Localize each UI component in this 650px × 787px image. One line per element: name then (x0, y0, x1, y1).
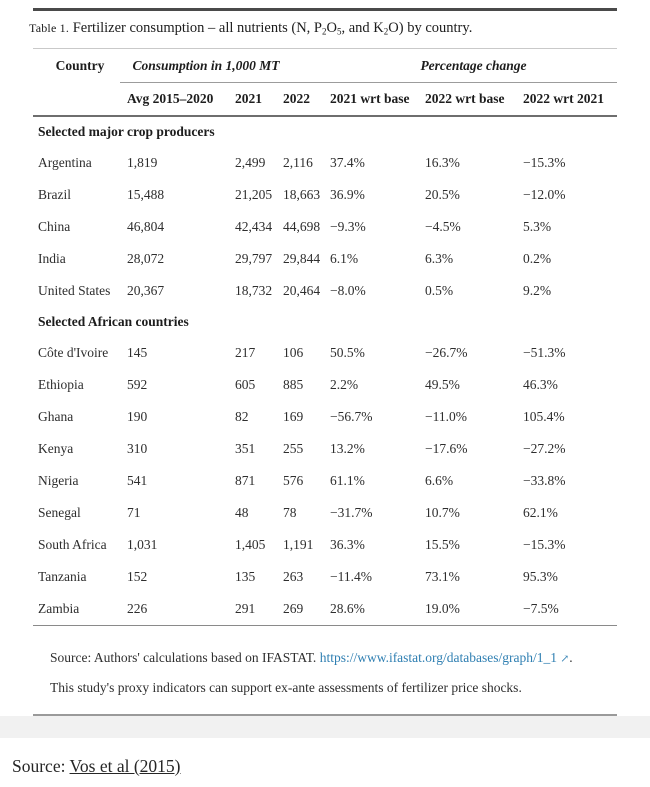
value-cell: −7.5% (523, 600, 559, 616)
country-cell: Côte d'Ivoire (38, 344, 109, 360)
value-cell: 605 (235, 376, 256, 392)
study-note: This study's proxy indicators can support ex-ante assessments of fertilizer price shocks. (50, 679, 522, 695)
value-cell: 226 (127, 600, 148, 616)
value-cell: 291 (235, 600, 256, 616)
table-card (29, 8, 617, 716)
value-cell: 19.0% (425, 600, 460, 616)
country-cell: Zambia (38, 600, 80, 616)
value-cell: 82 (235, 408, 249, 424)
value-cell: 42,434 (235, 218, 273, 234)
table-row (33, 561, 617, 593)
source-note (50, 650, 617, 668)
figure-bottom-band (0, 716, 650, 738)
table-row (33, 243, 617, 275)
value-cell: 36.9% (330, 186, 365, 202)
column-header-2021-wrt-base: 2021 wrt base (330, 90, 410, 106)
country-cell: Kenya (38, 440, 74, 456)
value-cell: 2.2% (330, 376, 359, 392)
value-cell: 61.1% (330, 472, 365, 488)
value-cell: −11.4% (330, 568, 372, 584)
table-row (33, 211, 617, 243)
table-title-text: Fertilizer consumption – all nutrients (N, $P_2O_5$, and $K_2O$) by country. (69, 20, 473, 37)
table-row (33, 401, 617, 433)
value-cell: 190 (127, 408, 148, 424)
column-header-2021: 2021 (235, 90, 262, 106)
value-cell: 13.2% (330, 440, 365, 456)
country-cell: Argentina (38, 154, 92, 170)
value-cell: 1,191 (283, 536, 314, 552)
value-cell: 21,205 (235, 186, 273, 202)
country-cell: Nigeria (38, 472, 79, 488)
value-cell: 10.7% (425, 504, 460, 520)
column-header-2022-wrt-2021: 2022 wrt 2021 (523, 90, 604, 106)
country-cell: Tanzania (38, 568, 87, 584)
value-cell: −9.3% (330, 218, 366, 234)
value-cell: 9.2% (523, 282, 552, 298)
table-row (33, 529, 617, 561)
country-cell: United States (38, 282, 111, 298)
country-cell: China (38, 218, 71, 234)
value-cell: 1,819 (127, 154, 158, 170)
value-cell: 1,405 (235, 536, 266, 552)
value-cell: 15.5% (425, 536, 460, 552)
value-cell: 0.5% (425, 282, 454, 298)
value-cell: −15.3% (523, 536, 566, 552)
country-cell: South Africa (38, 536, 107, 552)
value-cell: −12.0% (523, 186, 566, 202)
value-cell: 5.3% (523, 218, 552, 234)
value-cell: 0.2% (523, 250, 552, 266)
table-row (33, 497, 617, 529)
table-row (33, 433, 617, 465)
value-cell: 18,663 (283, 186, 321, 202)
value-cell: 592 (127, 376, 148, 392)
value-cell: 46,804 (127, 218, 165, 234)
value-cell: 217 (235, 344, 256, 360)
value-cell: 255 (283, 440, 304, 456)
table-row (33, 275, 617, 307)
value-cell: 6.6% (425, 472, 454, 488)
external-link-icon: ↗ (560, 653, 570, 665)
value-cell: 20,367 (127, 282, 165, 298)
value-cell: 20.5% (425, 186, 460, 202)
value-cell: 95.3% (523, 568, 558, 584)
value-cell: −51.3% (523, 344, 566, 360)
value-cell: −11.0% (425, 408, 467, 424)
value-cell: 269 (283, 600, 304, 616)
value-cell: 73.1% (425, 568, 460, 584)
value-cell: 885 (283, 376, 304, 392)
value-cell: 106 (283, 344, 304, 360)
value-cell: 135 (235, 568, 256, 584)
table-title-prefix: Table 1. (29, 21, 70, 35)
value-cell: −4.5% (425, 218, 461, 234)
source-note-text: Source: Authors' calculations based on IFASTAT. (50, 649, 320, 665)
value-cell: 62.1% (523, 504, 558, 520)
value-cell: 145 (127, 344, 148, 360)
value-cell: 871 (235, 472, 256, 488)
table-row (33, 179, 617, 211)
vos-link[interactable]: Vos et al (2015) (69, 755, 181, 776)
table-header-groups (33, 49, 617, 83)
table-title (29, 11, 617, 49)
country-cell: Ghana (38, 408, 74, 424)
value-cell: 46.3% (523, 376, 558, 392)
page-caption (12, 756, 650, 777)
value-cell: −27.2% (523, 440, 566, 456)
country-cell: Brazil (38, 186, 71, 202)
value-cell: 152 (127, 568, 148, 584)
value-cell: 29,797 (235, 250, 273, 266)
value-cell: 105.4% (523, 408, 565, 424)
value-cell: −8.0% (330, 282, 366, 298)
table-row (33, 593, 617, 625)
column-header-avg-2015-2020: Avg 2015–2020 (127, 90, 214, 106)
value-cell: 6.3% (425, 250, 454, 266)
table-notes (33, 626, 617, 714)
value-cell: 29,844 (283, 250, 321, 266)
consumption-group-header: Consumption in 1,000 MT (132, 57, 280, 73)
country-cell: Ethiopia (38, 376, 84, 392)
table-row (33, 465, 617, 497)
table-row (33, 147, 617, 179)
value-cell: 49.5% (425, 376, 460, 392)
value-cell: 16.3% (425, 154, 460, 170)
section-header-row: Selected African countries (38, 313, 189, 329)
table-header-columns (33, 83, 617, 117)
value-cell: 37.4% (330, 154, 365, 170)
value-cell: 71 (127, 504, 141, 520)
value-cell: −15.3% (523, 154, 566, 170)
value-cell: 28.6% (330, 600, 365, 616)
value-cell: 263 (283, 568, 304, 584)
percentage-group-header: Percentage change (420, 57, 527, 73)
value-cell: 36.3% (330, 536, 365, 552)
column-header-2022-wrt-base: 2022 wrt base (425, 90, 505, 106)
value-cell: −17.6% (425, 440, 468, 456)
value-cell: 2,116 (283, 154, 313, 170)
value-cell: 15,488 (127, 186, 165, 202)
ifastat-link[interactable]: https://www.ifastat.org/databases/graph/1_1 ↗ (319, 649, 570, 665)
country-column-header: Country (55, 57, 105, 73)
value-cell: 28,072 (127, 250, 165, 266)
value-cell: 48 (235, 504, 249, 520)
value-cell: 310 (127, 440, 148, 456)
value-cell: 351 (235, 440, 256, 456)
value-cell: −56.7% (330, 408, 373, 424)
value-cell: 20,464 (283, 282, 321, 298)
country-cell: Senegal (38, 504, 81, 520)
value-cell: −26.7% (425, 344, 468, 360)
source-note-period: . (569, 649, 573, 665)
section-header-row: Selected major crop producers (38, 123, 215, 139)
value-cell: 50.5% (330, 344, 365, 360)
table-row (33, 369, 617, 401)
caption-source-label: Source: (12, 755, 70, 776)
value-cell: 18,732 (235, 282, 273, 298)
value-cell: 541 (127, 472, 148, 488)
value-cell: 78 (283, 504, 297, 520)
value-cell: −31.7% (330, 504, 373, 520)
value-cell: 2,499 (235, 154, 266, 170)
value-cell: 6.1% (330, 250, 359, 266)
value-cell: 576 (283, 472, 304, 488)
table-body (33, 117, 617, 626)
value-cell: −33.8% (523, 472, 566, 488)
value-cell: 169 (283, 408, 304, 424)
table-row (33, 337, 617, 369)
value-cell: 44,698 (283, 218, 321, 234)
country-cell: India (38, 250, 66, 266)
value-cell: 1,031 (127, 536, 158, 552)
column-header-2022: 2022 (283, 90, 310, 106)
